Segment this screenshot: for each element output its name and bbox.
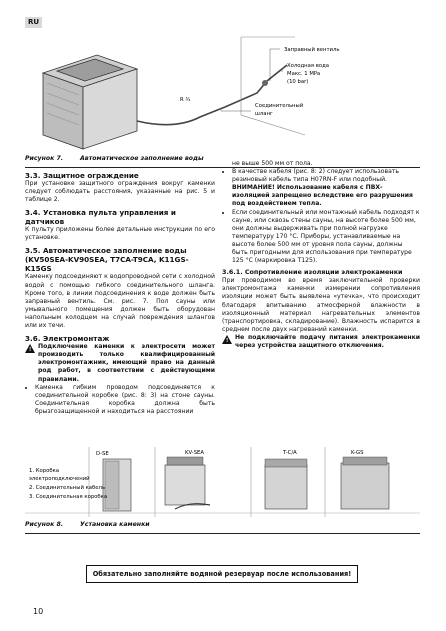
list-item: [232, 168, 420, 208]
page-number: 10: [33, 607, 44, 616]
warning-text: Не подключайте подачу питания электрокаменки через устройства защитного отключения.: [235, 333, 420, 349]
label-hose-2: шланг: [255, 111, 273, 117]
warning-icon: !: [25, 344, 35, 353]
label-r-thread: R ¾: [180, 97, 191, 103]
label-max-pressure: Макс. 1 MPa: [287, 71, 321, 77]
left-column: [25, 171, 215, 416]
label-bar: (10 bar): [287, 79, 309, 85]
model-label-k-gs: K-GS: [351, 450, 364, 456]
label-hose: Соединительный: [255, 103, 304, 109]
figure-7-auto-fill-diagram: [25, 35, 425, 153]
model-label-d-se: D-SE: [96, 451, 109, 457]
caption-text: Автоматическое заполнение воды: [80, 155, 204, 162]
model-label-t-ca: T-C/A: [283, 450, 297, 456]
section-3-3-text: При установке защитного ограждения вокруг каменки следует соблюдать расстояния, указанные на рис. 5 и таблице 2.: [25, 180, 215, 204]
section-3-6-1-warning: [222, 334, 420, 350]
figure-8-caption: [25, 521, 150, 528]
cable-type-text: В качестве кабеля (рис. 8: 2) следует использовать резиновый кабель типа H07RN-F или подобный.: [232, 168, 399, 184]
warning-icon: !: [222, 335, 232, 344]
section-3-5-title: 3.5. Автоматическое заполнение воды (KV50SEA-KV90SEA, T7CA-T9CA, K11GS-K15GS: [25, 246, 189, 274]
legend-item-1b: электроподключений: [29, 476, 90, 482]
caption-number: Рисунок 8.: [25, 521, 64, 528]
list-item: • Каменка гибким проводом подсоединяется к соединительной коробке (рис. 8: 3) на стоне сауны. Соединительная коробка должна быть брызгозащищенной и находиться на расстоянии: [35, 384, 215, 416]
pvc-warning-text: ВНИМАНИЕ! Использование кабеля с ПВХ-изоляцией запрещено вследствие его разрушения под воздействием тепла.: [232, 184, 413, 208]
figure-7-caption: [25, 155, 204, 162]
model-label-kv-sea: KV-SEA: [185, 450, 205, 456]
language-badge: RU: [25, 17, 42, 28]
label-cold-water: Холодная вода: [287, 63, 330, 69]
section-3-3-title: 3.3. Защитное ограждение: [25, 171, 139, 180]
section-3-5-text: Каменку подсоединяют к водопроводной сети с холодной водой с помощью гибкого соединительного шланга. Кроме того, в линии подсоединения к воде должен быть заправный вентиль. См. рис. 7. Пол сауны или умывального помещения должен быть оборудован напольным колодцем на случай повреждения шлангов или их течи.: [25, 273, 215, 330]
continued-text: не выше 500 мм от пола.: [232, 160, 313, 167]
legend-item-2: 2. Соединительный кабель: [29, 485, 106, 491]
label-fill-valve: Заправный вентиль: [284, 47, 340, 53]
caption-number: Рисунок 7.: [25, 155, 64, 162]
right-column: [222, 160, 420, 350]
legend-item-1: 1. Коробка: [29, 468, 60, 474]
list-item: • Если соединительный или монтажный кабель подходят к сауне, или сквозь стены сауны, на высоте более 500 мм, они должны выдерживать при полной нагрузке температуру 170 °С. Приборы, устанавливаемые на высоте более 500 мм от уровня пола сауны, должны быть пригодными для использования при температуре 125 °С (маркировка T125).: [232, 209, 420, 266]
figure-8-installation-diagram: [25, 447, 420, 517]
section-3-6-warning: [25, 343, 215, 383]
section-3-6-1-text: При проводимом во время заключительной проверки электромонтажа каменки измерении сопротивления изоляции может быть выявлена «утечка», что происходит благодаря впитыванию атмосферной влажности в изоляционный материал нагревательных элементов (транспортировка, складирование). Влажность испарится в среднем после двух нагреваний каменки.: [222, 277, 420, 333]
section-3-4-text: К пульту приложены более детальные инструкции по его установке.: [25, 226, 215, 242]
legend-item-3: 3. Соединительная коробка: [29, 494, 108, 500]
section-3-6-1-title: 3.6.1. Сопротивление изоляции электрокаменки: [222, 268, 403, 277]
section-3-6-title: 3.6. Электромонтаж: [25, 334, 110, 344]
water-reservoir-note: Обязательно заполняйте водяной резервуар после использования!: [86, 565, 358, 583]
warning-text: Подключение каменки к электросети может производить только квалифицированный электромонтажник, имеющий право на данный род работ, в соответствии с действующими правилами.: [38, 343, 215, 383]
section-3-4-title: 3.4. Установка пульта управления и датчиков: [25, 208, 176, 227]
caption-text: Установка каменки: [80, 521, 150, 528]
divider: [25, 533, 420, 534]
